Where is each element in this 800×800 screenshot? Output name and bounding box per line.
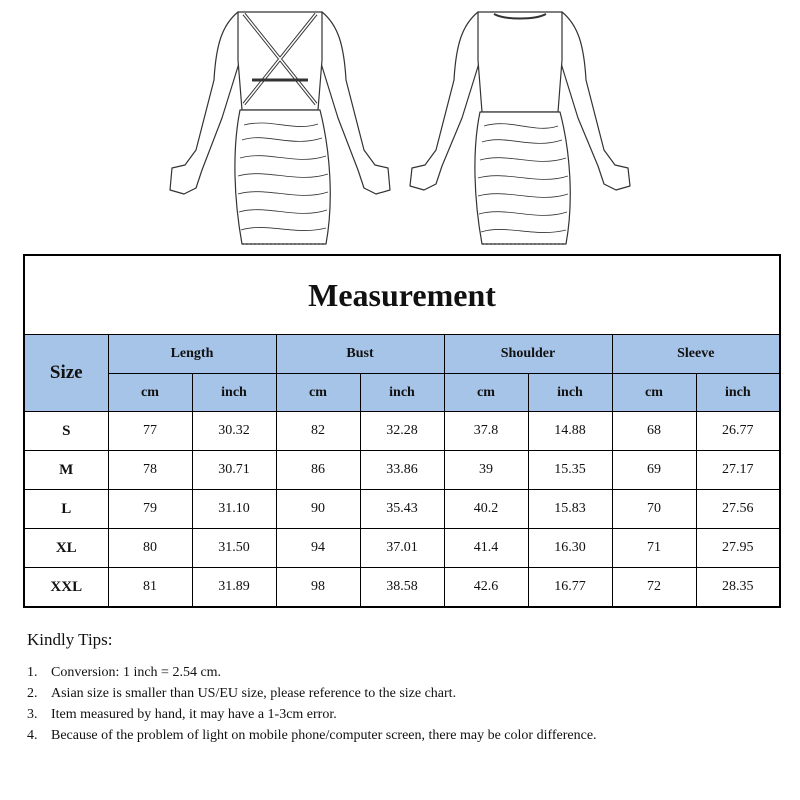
value-cell: 27.56 <box>696 490 780 529</box>
tip-text: Asian size is smaller than US/EU size, please reference to the size chart. <box>51 686 457 701</box>
size-chart-table <box>23 254 781 608</box>
value-cell: 86 <box>276 451 360 490</box>
header-row <box>24 335 780 374</box>
dress-front-view <box>410 12 630 244</box>
value-cell: 27.95 <box>696 529 780 568</box>
tips-title: Kindly Tips: <box>27 630 113 649</box>
dress-illustration <box>0 0 800 252</box>
tip-item <box>27 683 611 704</box>
value-cell: 71 <box>612 529 696 568</box>
table-title: Measurement <box>24 255 780 335</box>
value-cell: 31.89 <box>192 568 276 608</box>
tip-number: 4. <box>27 728 38 743</box>
value-cell: 69 <box>612 451 696 490</box>
value-cell: 70 <box>612 490 696 529</box>
value-cell: 27.17 <box>696 451 780 490</box>
table-row <box>24 451 780 490</box>
kindly-tips <box>27 630 787 746</box>
unit-cm: cm <box>276 374 360 412</box>
tip-number: 3. <box>27 707 38 722</box>
value-cell: 32.28 <box>360 412 444 451</box>
unit-cm: cm <box>612 374 696 412</box>
size-cell: S <box>24 412 108 451</box>
bust-header: Bust <box>276 335 444 374</box>
value-cell: 98 <box>276 568 360 608</box>
unit-cm: cm <box>108 374 192 412</box>
length-header: Length <box>108 335 276 374</box>
value-cell: 72 <box>612 568 696 608</box>
value-cell: 77 <box>108 412 192 451</box>
tip-text: Conversion: 1 inch = 2.54 cm. <box>51 665 222 680</box>
unit-inch: inch <box>360 374 444 412</box>
unit-row <box>24 374 780 412</box>
size-cell: L <box>24 490 108 529</box>
value-cell: 38.58 <box>360 568 444 608</box>
value-cell: 30.32 <box>192 412 276 451</box>
value-cell: 90 <box>276 490 360 529</box>
value-cell: 80 <box>108 529 192 568</box>
size-cell: M <box>24 451 108 490</box>
value-cell: 30.71 <box>192 451 276 490</box>
table-row <box>24 412 780 451</box>
value-cell: 40.2 <box>444 490 528 529</box>
value-cell: 37.8 <box>444 412 528 451</box>
sleeve-header: Sleeve <box>612 335 780 374</box>
table-row <box>24 529 780 568</box>
value-cell: 41.4 <box>444 529 528 568</box>
tip-number: 2. <box>27 686 38 701</box>
value-cell: 26.77 <box>696 412 780 451</box>
value-cell: 42.6 <box>444 568 528 608</box>
unit-inch: inch <box>528 374 612 412</box>
value-cell: 31.10 <box>192 490 276 529</box>
value-cell: 79 <box>108 490 192 529</box>
tip-item <box>27 704 611 725</box>
unit-inch: inch <box>696 374 780 412</box>
table-row <box>24 568 780 608</box>
value-cell: 82 <box>276 412 360 451</box>
unit-cm: cm <box>444 374 528 412</box>
value-cell: 94 <box>276 529 360 568</box>
value-cell: 16.77 <box>528 568 612 608</box>
tip-text: Because of the problem of light on mobile phone/computer screen, there may be color difference. <box>51 728 597 743</box>
value-cell: 78 <box>108 451 192 490</box>
tip-item <box>27 662 611 683</box>
tip-text: Item measured by hand, it may have a 1-3cm error. <box>51 707 337 722</box>
tips-list <box>27 662 787 746</box>
value-cell: 37.01 <box>360 529 444 568</box>
value-cell: 15.35 <box>528 451 612 490</box>
shoulder-header: Shoulder <box>444 335 612 374</box>
value-cell: 35.43 <box>360 490 444 529</box>
size-cell: XXL <box>24 568 108 608</box>
value-cell: 14.88 <box>528 412 612 451</box>
tip-number: 1. <box>27 665 38 680</box>
tip-item <box>27 725 611 746</box>
value-cell: 28.35 <box>696 568 780 608</box>
unit-inch: inch <box>192 374 276 412</box>
value-cell: 39 <box>444 451 528 490</box>
value-cell: 16.30 <box>528 529 612 568</box>
size-cell: XL <box>24 529 108 568</box>
size-header: Size <box>24 335 108 412</box>
value-cell: 81 <box>108 568 192 608</box>
dress-back-view <box>170 12 390 244</box>
value-cell: 68 <box>612 412 696 451</box>
table-row <box>24 490 780 529</box>
value-cell: 31.50 <box>192 529 276 568</box>
value-cell: 33.86 <box>360 451 444 490</box>
value-cell: 15.83 <box>528 490 612 529</box>
